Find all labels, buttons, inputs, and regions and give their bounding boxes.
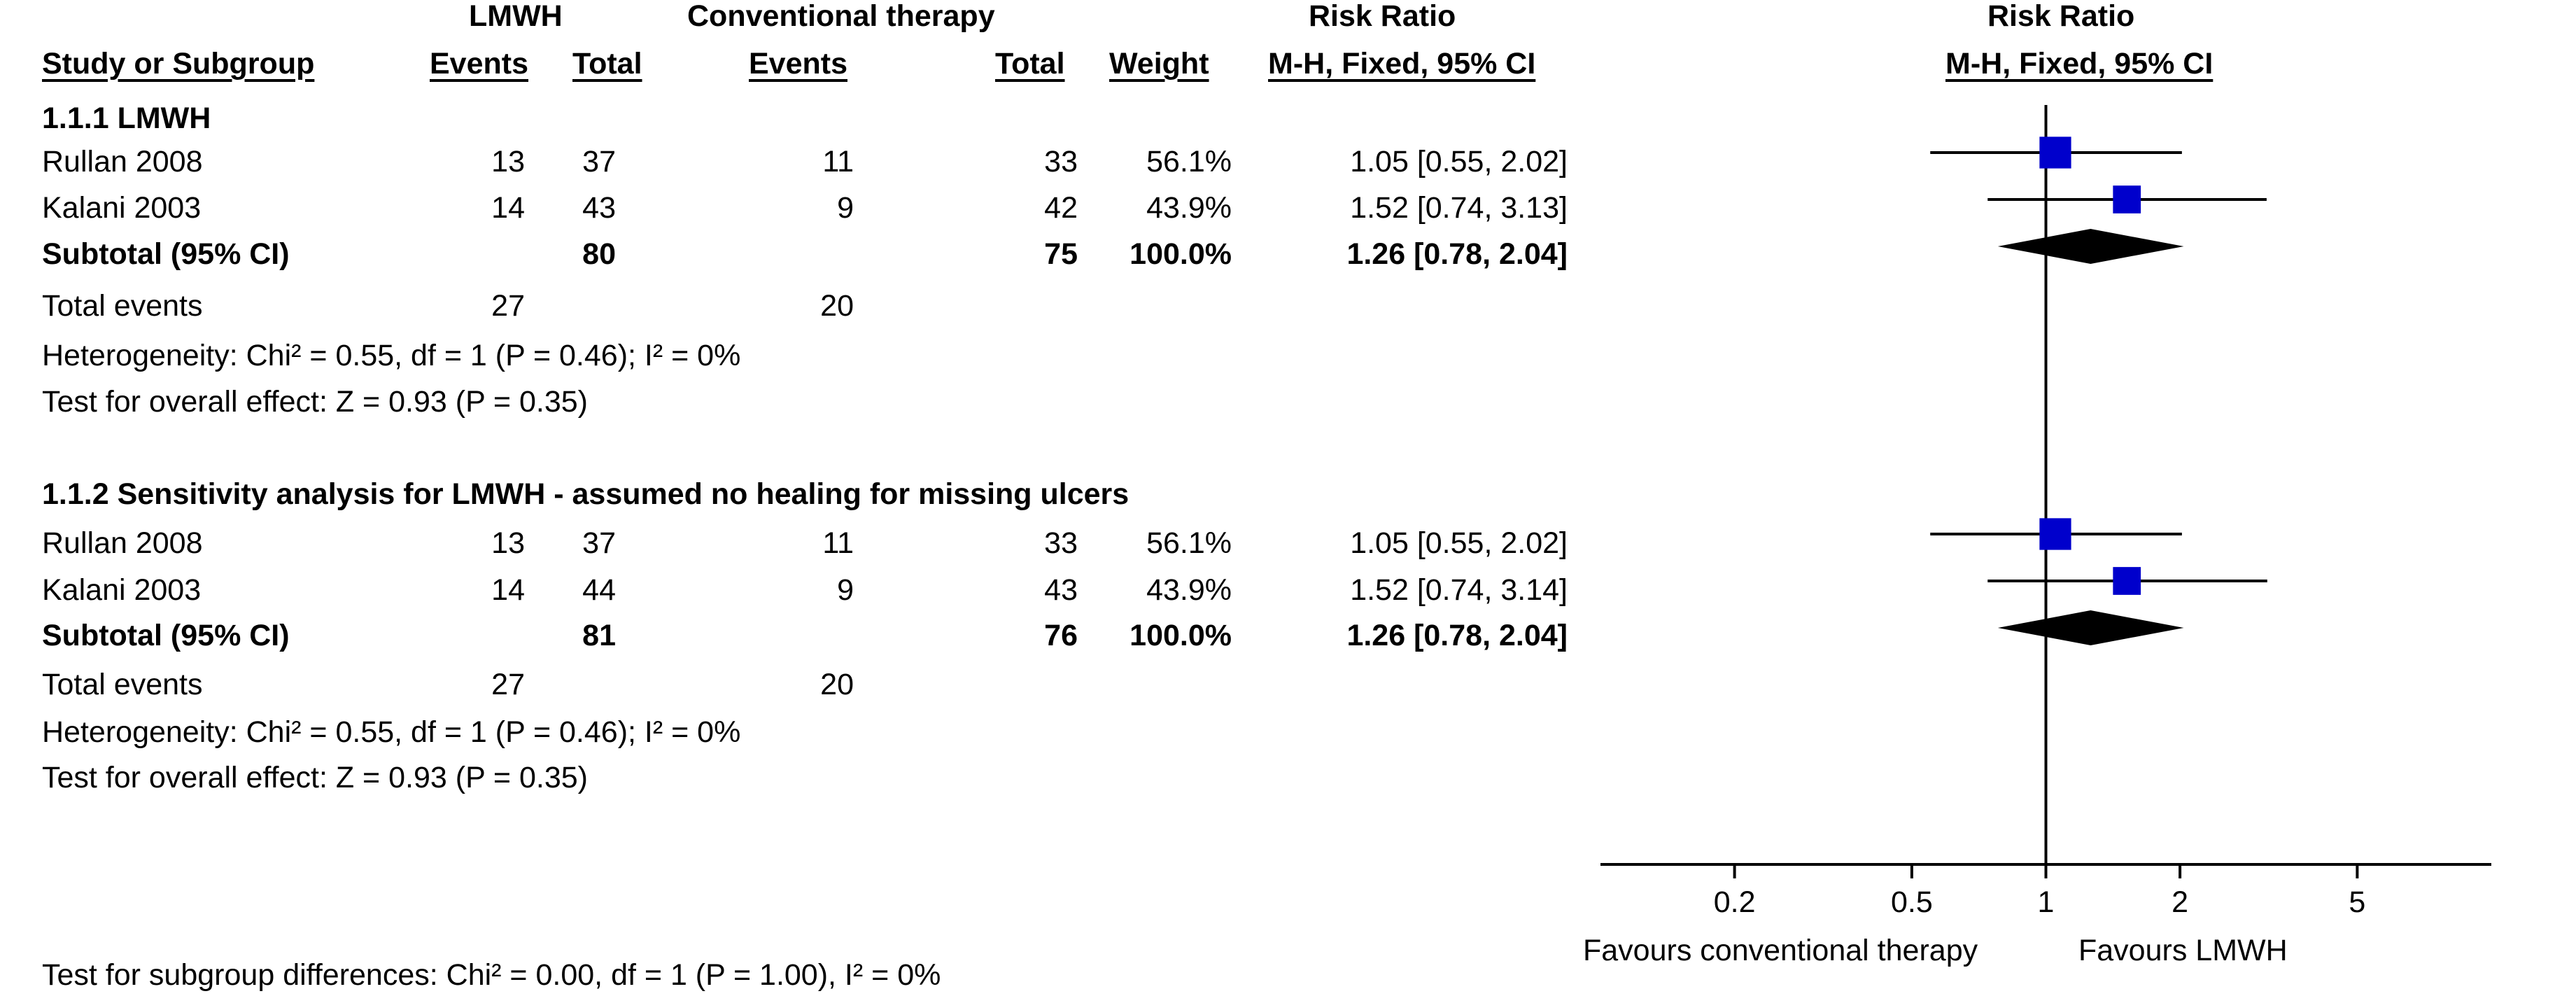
subgroup-differences-text: Test for subgroup differences: Chi² = 0.00, df = 1 (P = 1.00), I² = 0%	[42, 958, 941, 992]
effect-square	[2039, 136, 2071, 168]
subtotal-diamond	[1998, 610, 2184, 645]
subgroup-1-title: 1.1.1 LMWH	[42, 101, 211, 135]
subtotal-label: Subtotal (95% CI)	[42, 619, 290, 652]
lmwh-events: 13	[491, 526, 525, 560]
subtotal-ci: 1.26 [0.78, 2.04]	[1346, 237, 1568, 271]
study-name: Kalani 2003	[42, 191, 202, 225]
overall-effect-text: Test for overall effect: Z = 0.93 (P = 0.35)	[42, 385, 588, 419]
header-risk-ratio-plot: Risk Ratio	[1987, 0, 2135, 33]
study-weight: 56.1%	[1146, 526, 1232, 560]
lmwh-total: 43	[582, 191, 616, 225]
header-method-plot: M-H, Fixed, 95% CI	[1945, 47, 2213, 80]
effect-square	[2113, 185, 2141, 213]
study-weight: 43.9%	[1146, 573, 1232, 607]
subtotal-diamond	[1998, 229, 2184, 264]
study-name: Rullan 2008	[42, 526, 203, 560]
lmwh-total: 44	[582, 573, 616, 607]
study-name: Rullan 2008	[42, 145, 203, 178]
study-ci: 1.05 [0.55, 2.02]	[1350, 526, 1568, 560]
conv-events: 9	[837, 191, 854, 225]
conv-events: 11	[822, 145, 854, 178]
subgroup-2-title: 1.1.2 Sensitivity analysis for LMWH - assumed no healing for missing ulcers	[42, 477, 1129, 511]
header-total-lmwh: Total	[572, 47, 642, 80]
favours-left-label: Favours conventional therapy	[1583, 934, 1978, 967]
header-risk-ratio-table: Risk Ratio	[1309, 0, 1456, 33]
conv-events: 9	[837, 573, 854, 607]
study-ci: 1.52 [0.74, 3.13]	[1350, 191, 1568, 225]
conv-total: 43	[1044, 573, 1078, 607]
study-ci: 1.52 [0.74, 3.14]	[1350, 573, 1568, 607]
x-tick-label: 1	[2037, 885, 2055, 919]
subtotal-lmwh-total: 80	[582, 237, 616, 271]
heterogeneity-text: Heterogeneity: Chi² = 0.55, df = 1 (P = 0.46); I² = 0%	[42, 715, 741, 749]
x-tick-label: 0.2	[1713, 885, 1756, 919]
lmwh-events: 13	[491, 145, 525, 178]
conv-total: 33	[1044, 145, 1078, 178]
header-study-or-subgroup: Study or Subgroup	[42, 47, 315, 80]
x-tick-label: 0.5	[1891, 885, 1933, 919]
overall-effect-text: Test for overall effect: Z = 0.93 (P = 0.35)	[42, 761, 588, 794]
study-weight: 56.1%	[1146, 145, 1232, 178]
study-ci: 1.05 [0.55, 2.02]	[1350, 145, 1568, 178]
subtotal-label: Subtotal (95% CI)	[42, 237, 290, 271]
heterogeneity-text: Heterogeneity: Chi² = 0.55, df = 1 (P = 0.46); I² = 0%	[42, 339, 741, 372]
x-tick-label: 5	[2349, 885, 2366, 919]
subtotal-lmwh-total: 81	[582, 619, 616, 652]
header-weight: Weight	[1109, 47, 1209, 80]
subtotal-weight: 100.0%	[1129, 619, 1232, 652]
conv-total: 33	[1044, 526, 1078, 560]
header-method-table: M-H, Fixed, 95% CI	[1268, 47, 1536, 80]
lmwh-total: 37	[582, 145, 616, 178]
subtotal-ci: 1.26 [0.78, 2.04]	[1346, 619, 1568, 652]
total-events-lmwh: 27	[491, 289, 525, 323]
total-events-conv: 20	[820, 668, 854, 701]
lmwh-total: 37	[582, 526, 616, 560]
study-name: Kalani 2003	[42, 573, 202, 607]
lmwh-events: 14	[491, 573, 525, 607]
total-events-lmwh: 27	[491, 668, 525, 701]
effect-square	[2039, 518, 2071, 549]
lmwh-events: 14	[491, 191, 525, 225]
header-events-conv: Events	[749, 47, 848, 80]
study-weight: 43.9%	[1146, 191, 1232, 225]
header-events-lmwh: Events	[430, 47, 529, 80]
subtotal-conv-total: 75	[1044, 237, 1078, 271]
total-events-label: Total events	[42, 289, 203, 323]
subtotal-weight: 100.0%	[1129, 237, 1232, 271]
total-events-conv: 20	[820, 289, 854, 323]
conv-total: 42	[1044, 191, 1078, 225]
header-total-conv: Total	[995, 47, 1065, 80]
subtotal-conv-total: 76	[1044, 619, 1078, 652]
favours-right-label: Favours LMWH	[2078, 934, 2288, 967]
effect-square	[2113, 567, 2141, 595]
conv-events: 11	[822, 526, 854, 560]
header-lmwh: LMWH	[469, 0, 563, 33]
total-events-label: Total events	[42, 668, 203, 701]
x-tick-label: 2	[2172, 885, 2189, 919]
header-conventional-therapy: Conventional therapy	[687, 0, 995, 33]
